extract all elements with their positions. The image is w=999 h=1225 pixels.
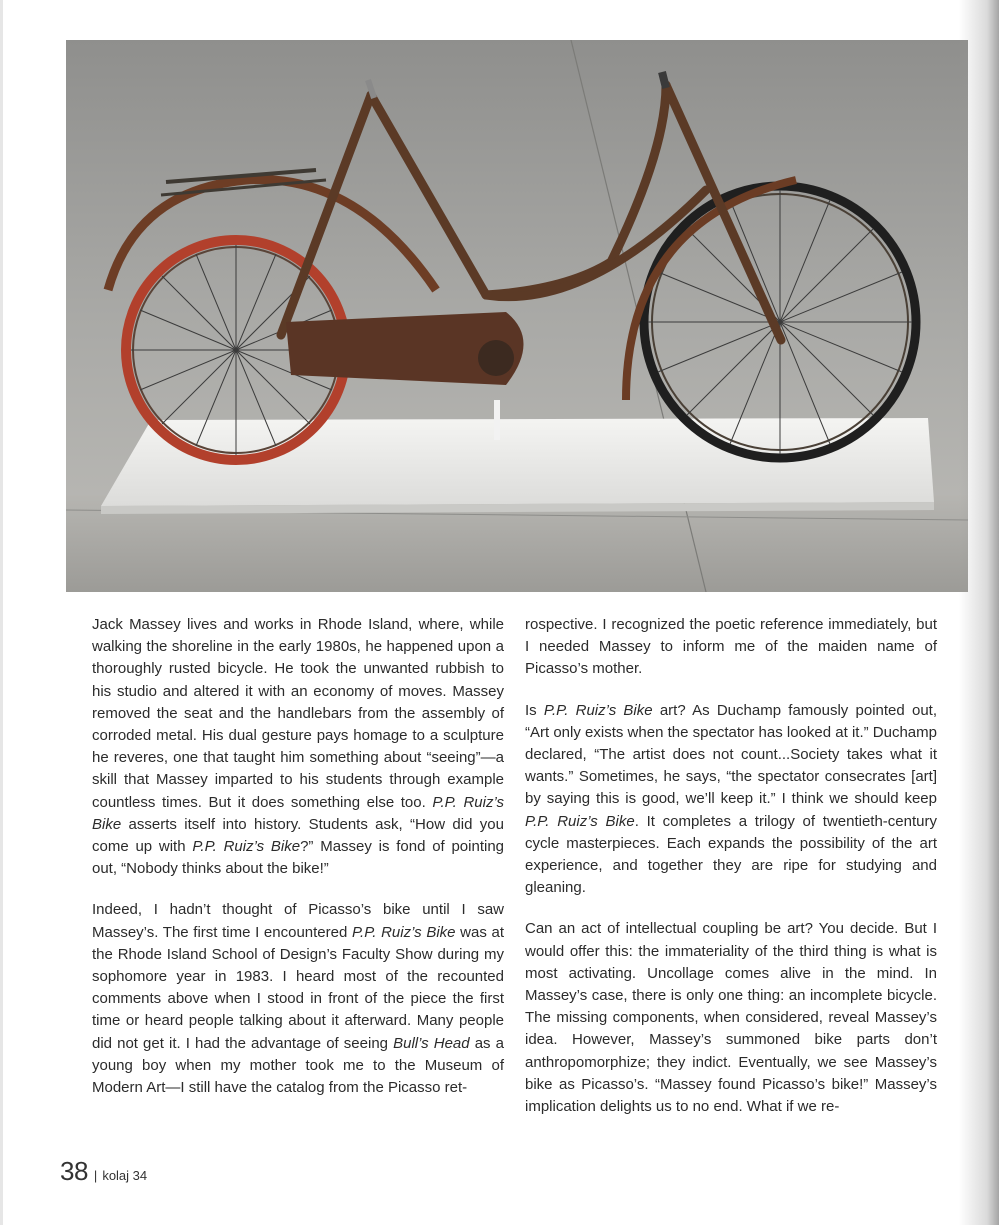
artwork-title: P.P. Ruiz’s Bike [525, 812, 635, 830]
paragraph [525, 918, 937, 1118]
artwork-title: Bull’s Head [393, 1034, 470, 1052]
text-run: art? As Duchamp famously pointed out, “Art only exists when the spectator has looked at it.” Duchamp declared, “The artist does not count...Society takes what it wants.” Sometimes, he says, “the spectator consecrates [art] by saying this is good, we’ll keep it.” I think we should keep [525, 701, 937, 808]
article-column-left [92, 614, 504, 1118]
paragraph [525, 614, 937, 681]
text-run: Can an act of intellectual coupling be art? You decide. But I would offer this: the immateriality of the third thing is what is most activating. Uncollage comes alive in the mind. In Massey’s case, there is only one thing: an incomplete bicycle. The missing components, when considered, reveal Massey’s idea. However, Massey’s summoned bike parts don’t anthropomorphize; they indict. Eventually, we see Massey’s bike as Picasso’s. “Massey found Picasso’s bike!” Massey’s implication delights us to no end. What if we re- [525, 920, 937, 1116]
page-number: 38 [60, 1156, 88, 1186]
article-column-right [525, 614, 937, 1137]
bicycle-sculpture-image [66, 40, 968, 592]
text-run: Jack Massey lives and works in Rhode Island, where, while walking the shoreline in the early 1980s, he happened upon a thoroughly rusted bicycle. He took the unwanted rubbish to his studio and altered it with an economy of moves. Massey removed the seat and the handlebars from the assembly of corroded metal. His dual gesture pays homage to a sculpture he reveres, one that taught him something about “seeing”—a skill that Massey imparted to his students through example countless times. But it does something else too. [92, 616, 504, 811]
artwork-photo [66, 40, 968, 592]
text-run: rospective. I recognized the poetic reference immediately, but I needed Massey to inform me of the maiden name of Picasso’s mother. [525, 616, 937, 678]
page-footer [60, 1156, 147, 1187]
paragraph [525, 700, 937, 900]
text-run: was at the Rhode Island School of Design’s Faculty Show during my sophomore year in 1983. I heard most of the recounted comments above when I stood in front of the piece the first time or heard people talking about it afterward. Many people did not get it. I had the advantage of seeing [92, 923, 504, 1052]
footer-separator: | [93, 1168, 98, 1183]
text-run: Indeed, I hadn’t thought of Picasso’s bike until I saw Massey’s. The first time I encountered [92, 901, 504, 941]
artwork-title: P.P. Ruiz’s Bike [543, 701, 653, 719]
text-run: Is [525, 701, 544, 719]
text-run: . It completes a trilogy of twentieth-century cycle masterpieces. Each expands the possibility of the art experience, and together they are ripe for studying and gleaning. [525, 812, 937, 897]
text-run: ?” Massey is fond of pointing out, “Nobody thinks about the bike!” [92, 838, 505, 878]
paragraph [92, 614, 504, 880]
text-run: asserts itself into history. Students ask, “How did you come up with [92, 815, 504, 856]
text-run: as a young boy when my mother took me to the Museum of Modern Art—I still have the catalog from the Picasso ret- [92, 1034, 504, 1097]
journal-issue: kolaj 34 [102, 1168, 148, 1183]
paragraph [92, 899, 504, 1099]
artwork-title: P.P. Ruiz’s Bike [92, 793, 505, 833]
page-edge [0, 0, 3, 1225]
artwork-title: P.P. Ruiz’s Bike [351, 923, 456, 941]
artwork-title: P.P. Ruiz’s Bike [192, 838, 301, 856]
page-gutter-shadow [959, 0, 999, 1225]
